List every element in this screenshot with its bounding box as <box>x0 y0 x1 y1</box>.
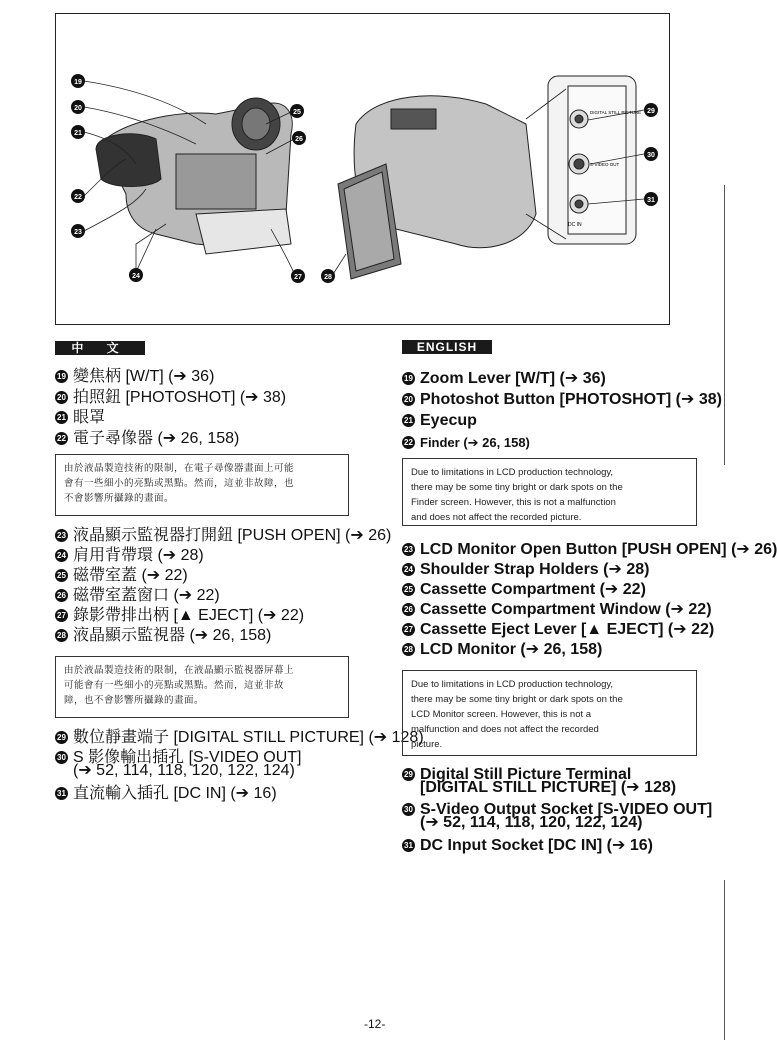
zh-note-finder: 由於液晶製造技術的限制，在電子尋像器畫面上可能 會有一些細小的亮點或黑點。然而，這並非故障，也 不會影響所攝錄的畫面。 <box>55 454 349 516</box>
zh-item-20: 20 拍照鈕 [PHOTOSHOT] (➔ 38) <box>55 391 286 404</box>
chinese-section-header: 中 文 <box>55 341 145 355</box>
zh-item-28: 28 液晶顯示監視器 (➔ 26, 158) <box>55 629 271 642</box>
camera-left-view <box>96 98 292 254</box>
zh-item-25: 25 磁帶室蓋 (➔ 22) <box>55 569 188 582</box>
panel-label-svideo: S-VIDEO OUT <box>590 162 620 167</box>
en-item-26: 26 Cassette Compartment Window (➔ 22) <box>402 603 712 616</box>
callout-22 <box>71 189 85 203</box>
svg-text:29: 29 <box>647 108 655 115</box>
zh-item-23: 23 液晶顯示監視器打開鈕 [PUSH OPEN] (➔ 26) <box>55 529 391 542</box>
callout-31 <box>644 192 658 206</box>
panel-label-dsp: DIGITAL STILL PICTURE <box>590 110 642 115</box>
en-item-27: 27 Cassette Eject Lever [▲ EJECT] (➔ 22) <box>402 623 714 636</box>
en-item-23: 23 LCD Monitor Open Button [PUSH OPEN] (➔ 26) <box>402 543 777 556</box>
zh-item-22: 22 電子尋像器 (➔ 26, 158) <box>55 432 239 445</box>
en-item-29: 29 Digital Still Picture Terminal [DIGITAL STILL PICTURE] (➔ 128) <box>402 768 676 794</box>
en-item-24: 24 Shoulder Strap Holders (➔ 28) <box>402 563 649 576</box>
callout-27 <box>291 269 305 283</box>
en-item-21: 21 Eyecup <box>402 414 477 427</box>
en-note-lcd: Due to limitations in LCD production technology, there may be some tiny bright or dark spots on the LCD Monitor screen. However, this is not a malfunction and does not affect the recorded picture. <box>402 670 697 756</box>
svg-text:31: 31 <box>647 197 655 204</box>
callout-19 <box>71 74 85 88</box>
en-item-20: 20 Photoshot Button [PHOTOSHOT] (➔ 38) <box>402 393 722 406</box>
zh-note-lcd: 由於液晶製造技術的限制，在液晶顯示監視器屏幕上 可能會有一些細小的亮點或黑點。然而，這並非故 障，也不會影響所攝錄的畫面。 <box>55 656 349 718</box>
zh-item-30: 30 S 影像輸出插孔 [S-VIDEO OUT] (➔ 52, 114, 118, 120, 122, 124) <box>55 751 301 777</box>
svg-text:19: 19 <box>74 79 82 86</box>
en-item-28: 28 LCD Monitor (➔ 26, 158) <box>402 643 602 656</box>
camera-right-view <box>338 96 536 279</box>
callout-24 <box>129 268 143 282</box>
svg-text:28: 28 <box>324 274 332 281</box>
callout-26 <box>292 131 306 145</box>
svg-text:20: 20 <box>74 105 82 112</box>
camera-illustration <box>56 14 668 323</box>
panel-label-dcin: DC IN <box>568 222 582 228</box>
terminal-panel <box>548 76 636 244</box>
scan-edge-line <box>724 880 725 1040</box>
callout-25 <box>290 104 304 118</box>
callout-29 <box>644 103 658 117</box>
en-item-19: 19 Zoom Lever [W/T] (➔ 36) <box>402 372 606 385</box>
svg-text:27: 27 <box>294 274 302 281</box>
svg-text:21: 21 <box>74 130 82 137</box>
svg-text:25: 25 <box>293 109 301 116</box>
zh-item-26: 26 磁帶室蓋窗口 (➔ 22) <box>55 589 220 602</box>
scan-edge-line <box>724 185 725 465</box>
callout-28 <box>321 269 335 283</box>
zh-item-31: 31 直流輸入插孔 [DC IN] (➔ 16) <box>55 787 277 800</box>
en-note-finder: Due to limitations in LCD production technology, there may be some tiny bright or dark spots on the Finder screen. However, this is not a malfunction and does not affect the recorded picture. <box>402 458 697 526</box>
zh-item-27: 27 錄影帶排出柄 [▲ EJECT] (➔ 22) <box>55 609 304 622</box>
svg-text:26: 26 <box>295 136 303 143</box>
en-item-22: 22 Finder (➔ 26, 158) <box>402 436 530 449</box>
en-item-25: 25 Cassette Compartment (➔ 22) <box>402 583 646 596</box>
english-section-header: ENGLISH <box>402 340 492 354</box>
en-item-31: 31 DC Input Socket [DC IN] (➔ 16) <box>402 839 653 852</box>
callout-21 <box>71 125 85 139</box>
zh-item-29: 29 數位靜畫端子 [DIGITAL STILL PICTURE] (➔ 128) <box>55 731 424 744</box>
callout-30 <box>644 147 658 161</box>
zh-item-24: 24 肩用背帶環 (➔ 28) <box>55 549 204 562</box>
zh-item-21: 21 眼罩 <box>55 411 105 424</box>
svg-text:24: 24 <box>132 273 140 280</box>
page-number: -12- <box>364 1017 386 1031</box>
svg-text:23: 23 <box>74 229 82 236</box>
camera-figure <box>55 13 670 325</box>
svg-text:30: 30 <box>647 152 655 159</box>
callout-23 <box>71 224 85 238</box>
zh-item-19: 19 變焦柄 [W/T] (➔ 36) <box>55 370 214 383</box>
callout-20 <box>71 100 85 114</box>
en-item-30: 30 S-Video Output Socket [S-VIDEO OUT] (➔ 52, 114, 118, 120, 122, 124) <box>402 803 712 829</box>
svg-text:22: 22 <box>74 194 82 201</box>
